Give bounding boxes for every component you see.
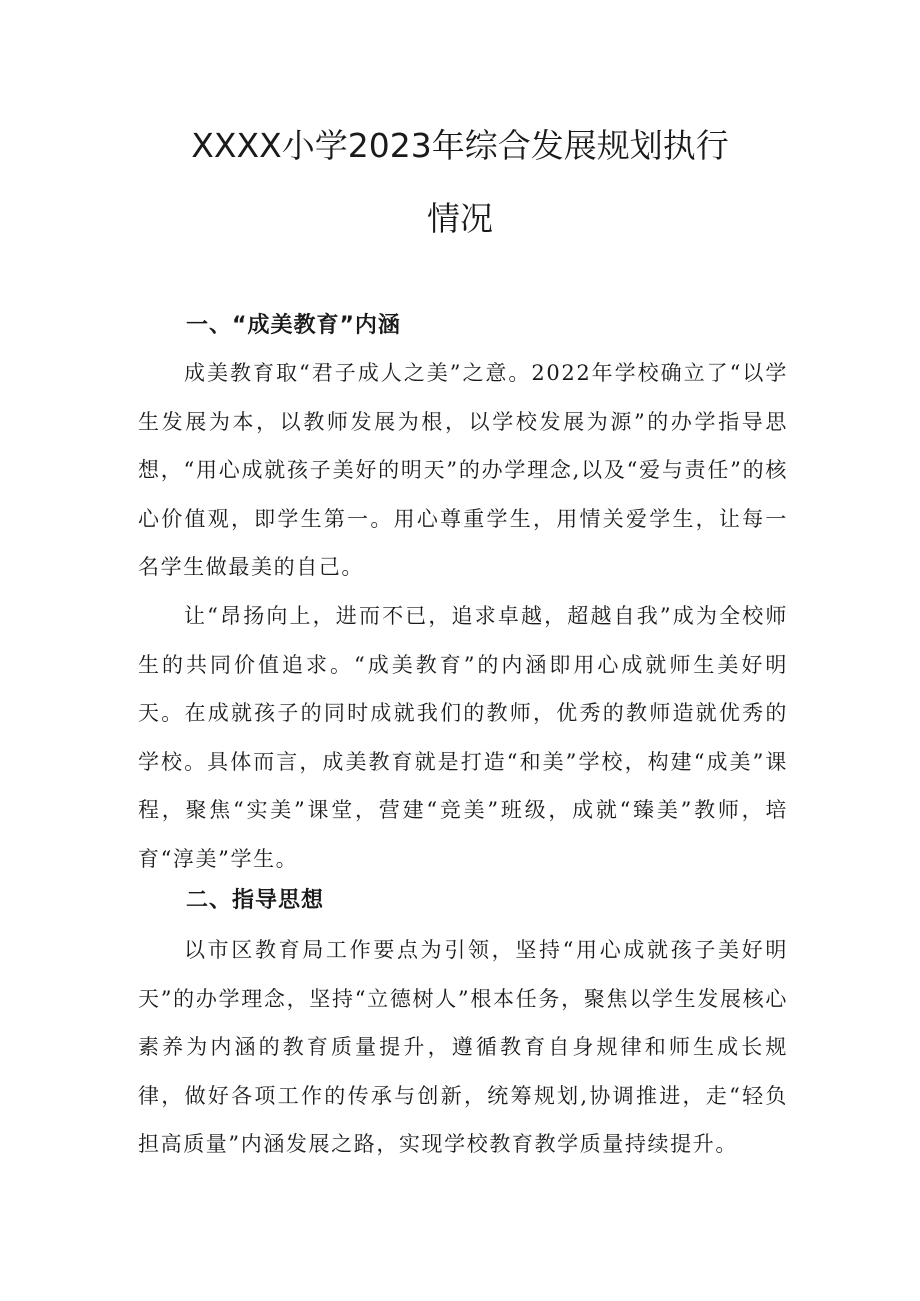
section1-paragraph-1: 成美教育取“君子成人之美”之意。2022年学校确立了“以学生发展为本，以教师发展为根，以学校发展为源”的办学指导思想，“用心成就孩子美好的明天”的办学理念,以及“爱与责任”的核心价值观，即学生第一。用心尊重学生，用情关爱学生，让每一名学生做最美的自己。 (138, 361, 788, 579)
section-heading-guiding-ideology: 二、指导思想 (186, 888, 325, 913)
document-title-line-2: 情况 (427, 199, 493, 238)
section1-paragraph-2: 让“昂扬向上，进而不已，追求卓越，超越自我”成为全校师生的共同价值追求。“成美教育”的内涵即用心成就师生美好明天。在成就孩子的同时成就我们的教师，优秀的教师造就优秀的学校。具体而言，成美教育就是打造“和美”学校，构建“成美”课程，聚焦“实美”课堂，营建“竞美”班级，成就“臻美”教师，培育“淳美”学生。 (138, 604, 788, 871)
document-title-line-1: XXXX小学2023年综合发展规划执行 (191, 126, 729, 165)
section-heading-connotation: 一、“成美教育”内涵 (186, 313, 401, 338)
section2-paragraph-1: 以市区教育局工作要点为引领，坚持“用心成就孩子美好明天”的办学理念，坚持“立德树人”根本任务，聚焦以学生发展核心素养为内涵的教育质量提升，遵循教育自身规律和师生成长规律，做好各项工作的传承与创新，统筹规划,协调推进，走“轻负担高质量”内涵发展之路，实现学校教育教学质量持续提升。 (138, 938, 788, 1156)
